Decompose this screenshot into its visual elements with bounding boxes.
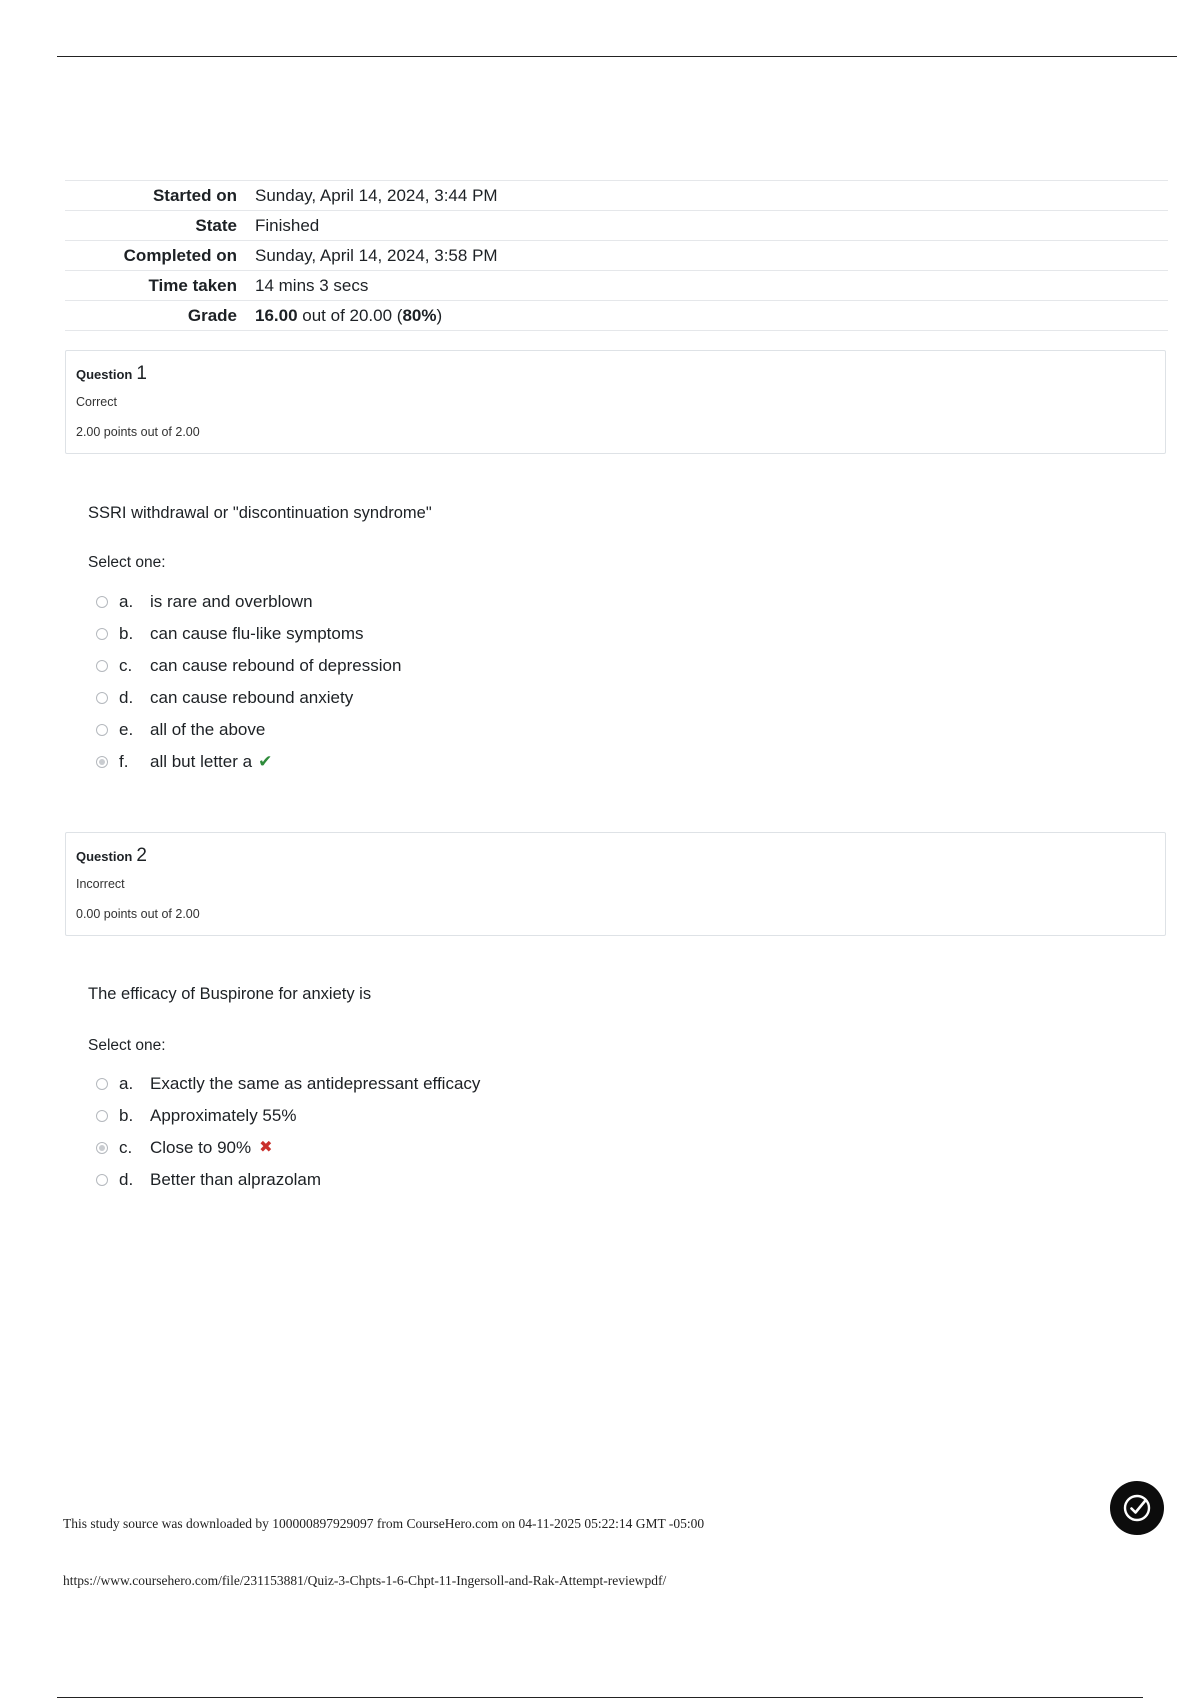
question-1-text: SSRI withdrawal or "discontinuation syndrome" xyxy=(88,504,432,522)
answer-letter: c. xyxy=(119,656,133,675)
radio-button-selected[interactable] xyxy=(96,1142,108,1154)
grade-value xyxy=(255,301,1168,331)
download-source-note: This study source was downloaded by 100000897929097 from CourseHero.com on 04-11-2025 05:22:14 GMT -05:00 xyxy=(63,1516,705,1531)
question-1-answers xyxy=(96,586,401,778)
answer-letter: b. xyxy=(119,624,134,643)
answer-letter: b. xyxy=(119,1106,134,1125)
answer-letter: a. xyxy=(119,592,134,611)
page-bottom-rule xyxy=(57,1697,1143,1698)
answer-text: all of the above xyxy=(150,720,266,739)
answer-option[interactable] xyxy=(96,714,401,746)
radio-button[interactable] xyxy=(96,1174,108,1186)
radio-button[interactable] xyxy=(96,596,108,608)
answer-text: can cause flu-like symptoms xyxy=(150,624,364,643)
summary-value: Sunday, April 14, 2024, 3:44 PM xyxy=(255,185,498,205)
answer-letter: c. xyxy=(119,1138,133,1157)
answer-option[interactable] xyxy=(96,682,401,714)
cross-icon: ✖ xyxy=(259,1139,273,1156)
answer-option[interactable] xyxy=(96,1068,480,1100)
question-1-prompt: Select one: xyxy=(88,554,166,571)
answer-text: Better than alprazolam xyxy=(150,1170,322,1189)
question-grade: 2.00 points out of 2.00 xyxy=(76,425,200,439)
question-label: Question xyxy=(76,849,133,864)
attempt-summary-table xyxy=(65,180,1168,331)
answer-option[interactable] xyxy=(96,618,401,650)
answer-option[interactable] xyxy=(96,586,401,618)
source-url[interactable]: https://www.coursehero.com/file/231153881/Quiz-3-Chpts-1-6-Chpt-11-Ingersoll-and-Rak-Attempt-reviewpdf/ xyxy=(63,1573,667,1588)
radio-button[interactable] xyxy=(96,660,108,672)
summary-label: Time taken xyxy=(148,275,237,295)
summary-label: Started on xyxy=(152,185,237,205)
answer-letter: e. xyxy=(119,720,134,739)
question-number-value: 2 xyxy=(136,845,147,866)
radio-button[interactable] xyxy=(96,692,108,704)
summary-label: Completed on xyxy=(123,245,237,265)
question-state: Correct xyxy=(76,395,117,409)
grade-score: 16.00 xyxy=(255,305,298,325)
answer-text: Exactly the same as antidepressant efficacy xyxy=(150,1074,481,1093)
answer-text: all but letter a xyxy=(150,752,253,771)
answer-letter: d. xyxy=(119,1170,134,1189)
summary-row-state xyxy=(65,211,1168,241)
answer-option-selected[interactable] xyxy=(96,1132,480,1164)
answer-text: Approximately 55% xyxy=(150,1106,297,1125)
question-2-prompt: Select one: xyxy=(88,1037,166,1054)
answer-text: can cause rebound anxiety xyxy=(150,688,354,707)
question-grade: 0.00 points out of 2.00 xyxy=(76,907,200,921)
summary-label: State xyxy=(195,215,237,235)
question-state: Incorrect xyxy=(76,877,125,891)
badge-check-icon xyxy=(1110,1481,1164,1535)
summary-value: Finished xyxy=(255,215,320,235)
summary-label: Grade xyxy=(187,305,237,325)
grade-out-of: out of 20.00 ( xyxy=(297,305,403,325)
question-number xyxy=(76,361,1155,387)
question-label: Question xyxy=(76,367,133,382)
answer-text: can cause rebound of depression xyxy=(150,656,402,675)
question-2-answers xyxy=(96,1068,480,1196)
radio-button[interactable] xyxy=(96,724,108,736)
answer-option[interactable] xyxy=(96,650,401,682)
radio-button-selected[interactable] xyxy=(96,756,108,768)
radio-button[interactable] xyxy=(96,628,108,640)
check-icon: ✔ xyxy=(258,752,273,771)
radio-button[interactable] xyxy=(96,1110,108,1122)
answer-option[interactable] xyxy=(96,1100,480,1132)
summary-value: 14 mins 3 secs xyxy=(255,275,369,295)
summary-row-grade xyxy=(65,301,1168,331)
summary-value: Sunday, April 14, 2024, 3:58 PM xyxy=(255,245,498,265)
answer-letter: a. xyxy=(119,1074,134,1093)
grade-close-paren: ) xyxy=(436,305,443,325)
grade-percent: 80% xyxy=(402,305,437,325)
summary-row-started xyxy=(65,181,1168,211)
page-top-rule xyxy=(57,56,1177,57)
question-2-text: The efficacy of Buspirone for anxiety is xyxy=(88,985,372,1003)
answer-text: is rare and overblown xyxy=(150,592,313,611)
question-number-value: 1 xyxy=(136,363,147,384)
answer-option-selected[interactable] xyxy=(96,746,401,778)
answer-letter: f. xyxy=(119,752,129,771)
answer-letter: d. xyxy=(119,688,134,707)
answer-text: Close to 90% xyxy=(150,1138,252,1157)
summary-row-time-taken xyxy=(65,271,1168,301)
coursehero-check-badge-icon[interactable] xyxy=(1110,1481,1164,1535)
question-number xyxy=(76,843,1155,869)
summary-row-completed xyxy=(65,241,1168,271)
answer-option[interactable] xyxy=(96,1164,480,1196)
radio-button[interactable] xyxy=(96,1078,108,1090)
question-1-info xyxy=(65,350,1166,454)
question-2-info xyxy=(65,832,1166,936)
